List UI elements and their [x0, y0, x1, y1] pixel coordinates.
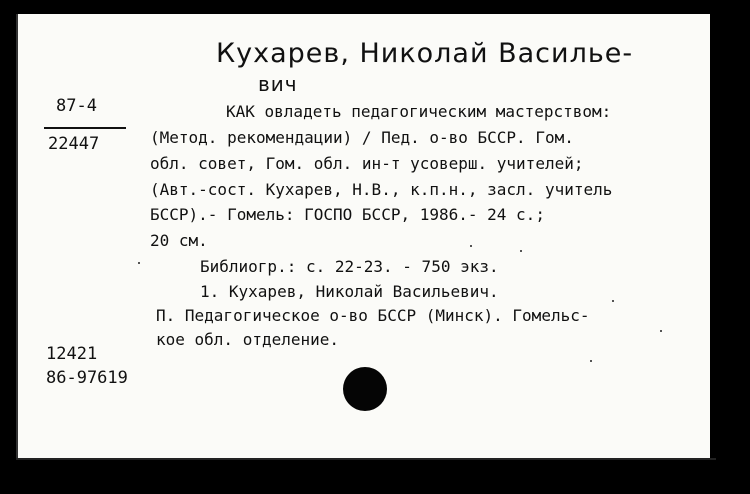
paper-speck [520, 250, 522, 252]
paper-speck [470, 245, 472, 247]
body-line-2: (Метод. рекомендации) / Пед. о-во БССР. Гом. [150, 128, 574, 147]
handwritten-author-line-2: вич [258, 72, 298, 96]
card-bottom-edge [16, 458, 716, 460]
classification-code: 87-4 [56, 96, 97, 116]
body-line-1: КАК овладеть педагогическим мастерством: [226, 102, 612, 121]
tracing-corporate-line-2: кое обл. отделение. [156, 330, 340, 349]
paper-speck [660, 330, 662, 332]
body-line-3: обл. совет, Гом. обл. ин-т усоверш. учителей; [150, 154, 584, 173]
bibliography-note: Библиогр.: с. 22-23. - 750 экз. [200, 257, 499, 276]
handwritten-author-line-1: Кухарев, Николай Васильe- [216, 38, 634, 69]
body-line-5: БССР).- Гомель: ГОСПО БССР, 1986.- 24 с.; [150, 205, 545, 224]
bottom-number-1: 12421 [46, 344, 98, 364]
bottom-number-2: 86-97619 [46, 368, 128, 388]
paper-speck [590, 360, 592, 362]
tracing-author: 1. Кухарев, Николай Васильевич. [200, 282, 499, 301]
paper-speck [612, 300, 614, 302]
body-line-6: 20 см. [150, 231, 208, 250]
paper-speck [138, 262, 140, 264]
card-punch-hole [343, 367, 387, 411]
body-line-4: (Авт.-сост. Кухарев, Н.В., к.п.н., засл. учитель [150, 180, 613, 199]
tracing-corporate-line-1: П. Педагогическое о-во БССР (Минск). Гомельс- [156, 306, 590, 325]
inventory-number: 22447 [48, 134, 100, 154]
classification-divider [44, 127, 126, 129]
